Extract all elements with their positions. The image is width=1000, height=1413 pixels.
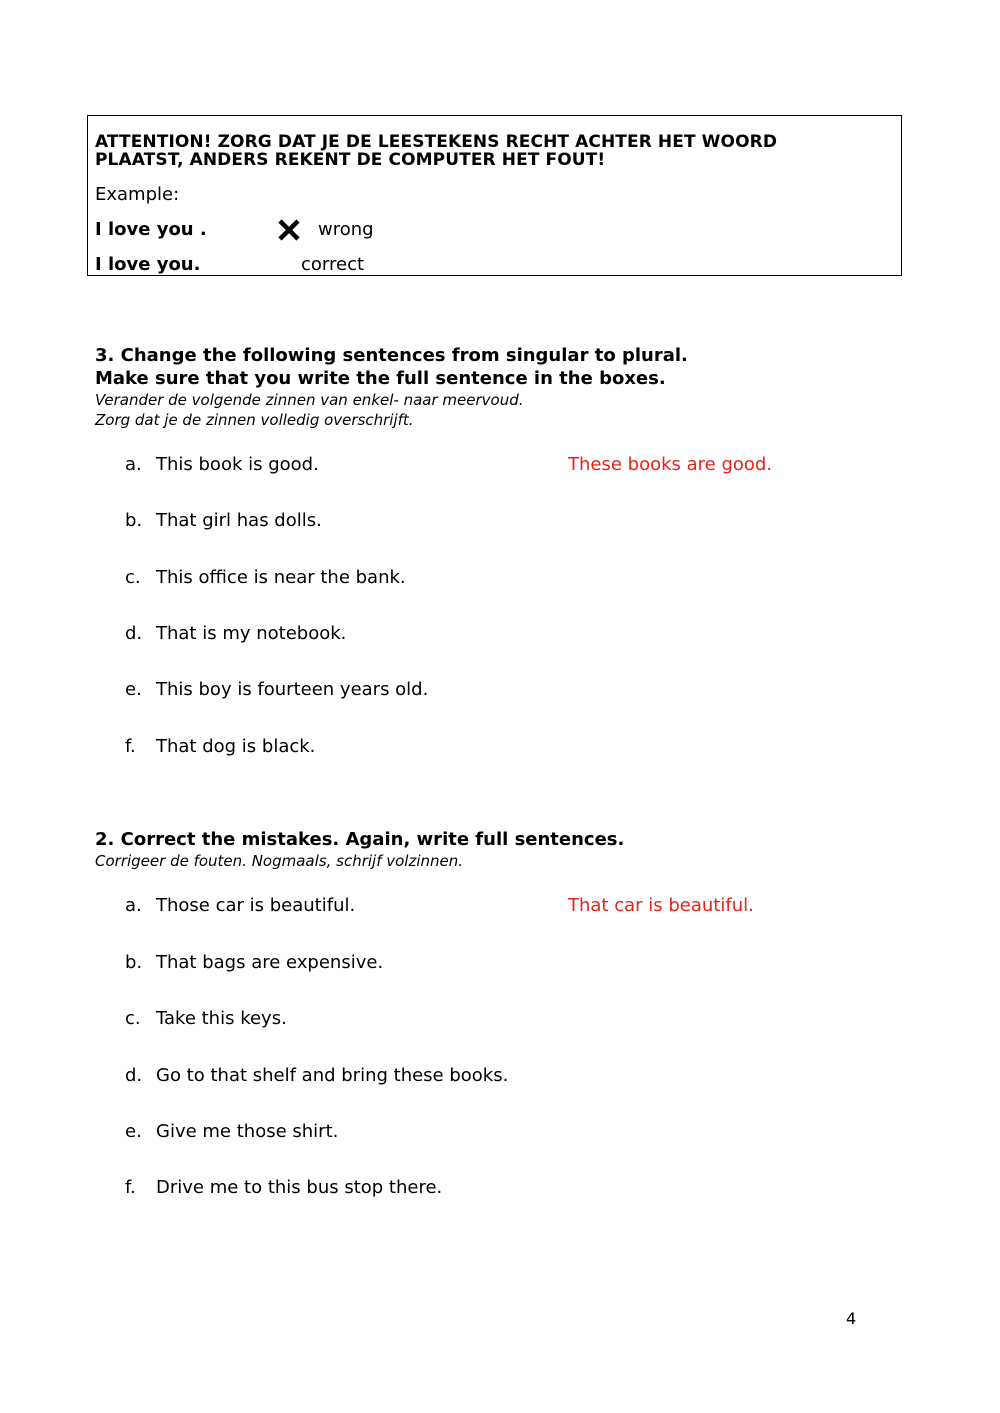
sentence: That is my notebook. bbox=[156, 623, 347, 644]
list-item bbox=[125, 1177, 442, 1198]
list-item bbox=[125, 952, 383, 973]
list-item bbox=[125, 1121, 338, 1142]
sentence: This book is good. bbox=[156, 454, 319, 475]
cross-icon bbox=[277, 218, 301, 242]
sentence: This office is near the bank. bbox=[156, 567, 406, 588]
section3-title-line-2: Make sure that you write the full sentence in the boxes. bbox=[95, 368, 666, 389]
sentence: This boy is fourteen years old. bbox=[156, 679, 429, 700]
list-marker: c. bbox=[125, 1008, 141, 1029]
list-item bbox=[125, 567, 406, 588]
example-label: Example: bbox=[95, 184, 180, 205]
list-marker: f. bbox=[125, 1177, 136, 1198]
sentence: That dog is black. bbox=[156, 736, 316, 757]
list-item bbox=[125, 679, 428, 700]
section2-title: 2. Correct the mistakes. Again, write full sentences. bbox=[95, 829, 625, 850]
list-marker: c. bbox=[125, 567, 141, 588]
example-answer: These books are good. bbox=[568, 454, 773, 475]
list-item bbox=[125, 510, 322, 531]
list-marker: b. bbox=[125, 952, 143, 973]
sentence: That girl has dolls. bbox=[156, 510, 322, 531]
wrong-example: I love you . bbox=[95, 219, 207, 240]
list-marker: e. bbox=[125, 1121, 142, 1142]
list-marker: b. bbox=[125, 510, 143, 531]
example-answer: That car is beautiful. bbox=[568, 895, 754, 916]
list-item bbox=[125, 895, 355, 916]
list-item bbox=[125, 1008, 287, 1029]
sentence: Take this keys. bbox=[156, 1008, 287, 1029]
section3-subtitle-line-2: Zorg dat je de zinnen volledig overschrijft. bbox=[95, 411, 414, 429]
sentence: That bags are expensive. bbox=[156, 952, 384, 973]
section3-title-line-1: 3. Change the following sentences from singular to plural. bbox=[95, 345, 688, 366]
list-item bbox=[125, 454, 319, 475]
list-marker: a. bbox=[125, 454, 142, 475]
attention-title bbox=[95, 133, 777, 169]
list-item bbox=[125, 736, 315, 757]
list-item bbox=[125, 1065, 508, 1086]
attention-title-line-1: ATTENTION! ZORG DAT JE DE LEESTEKENS RECHT ACHTER HET WOORD bbox=[95, 132, 778, 152]
correct-label: correct bbox=[301, 254, 365, 275]
list-marker: f. bbox=[125, 736, 136, 757]
sentence: Go to that shelf and bring these books. bbox=[156, 1065, 509, 1086]
sentence: Give me those shirt. bbox=[156, 1121, 339, 1142]
correct-example: I love you. bbox=[95, 254, 201, 275]
sentence: Those car is beautiful. bbox=[156, 895, 356, 916]
list-marker: a. bbox=[125, 895, 142, 916]
list-marker: d. bbox=[125, 623, 143, 644]
page-number: 4 bbox=[846, 1309, 857, 1328]
list-item bbox=[125, 623, 346, 644]
list-marker: e. bbox=[125, 679, 142, 700]
sentence: Drive me to this bus stop there. bbox=[156, 1177, 443, 1198]
section3-subtitle-line-1: Verander de volgende zinnen van enkel- naar meervoud. bbox=[95, 391, 524, 409]
attention-title-line-2: PLAATST, ANDERS REKENT DE COMPUTER HET FOUT! bbox=[95, 150, 606, 170]
wrong-label: wrong bbox=[318, 219, 374, 240]
section2-subtitle: Corrigeer de fouten. Nogmaals, schrijf volzinnen. bbox=[95, 852, 464, 870]
list-marker: d. bbox=[125, 1065, 143, 1086]
